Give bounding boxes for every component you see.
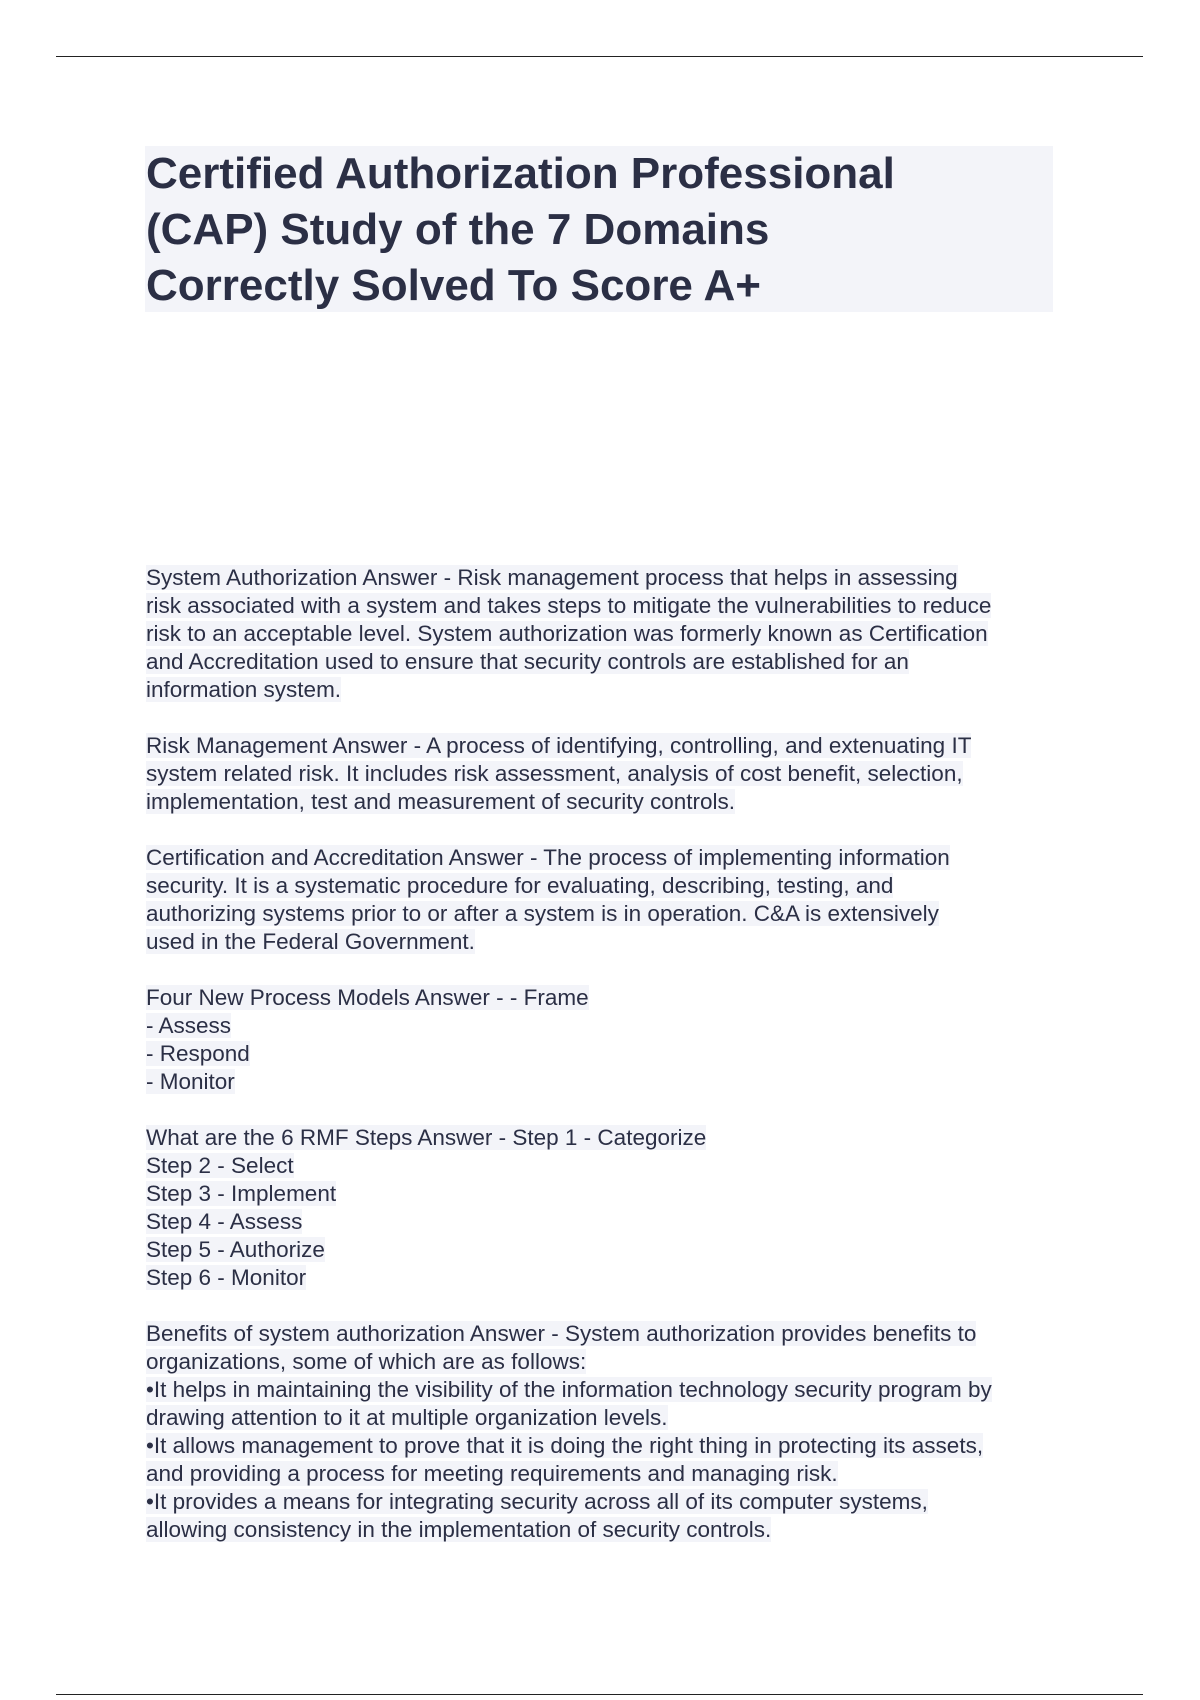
text-line: used in the Federal Government. (146, 929, 475, 954)
text-line: security. It is a systematic procedure for evaluating, describing, testing, and (146, 873, 894, 898)
text-line: implementation, test and measurement of security controls. (146, 789, 736, 814)
text-line: - Respond (146, 1041, 250, 1066)
text-line: Step 5 - Authorize (146, 1237, 325, 1262)
text-line: System Authorization Answer - Risk management process that helps in assessing (146, 565, 958, 590)
qa-entry-benefits (146, 1320, 1061, 1544)
text-line: system related risk. It includes risk assessment, analysis of cost benefit, selection, (146, 761, 963, 786)
text-line: Four New Process Models Answer - - Frame (146, 985, 589, 1010)
title-line: (CAP) Study of the 7 Domains (146, 205, 770, 254)
text-line: - Monitor (146, 1069, 235, 1094)
text-line: Risk Management Answer - A process of identifying, controlling, and extenuating IT (146, 733, 972, 758)
qa-entry-rmf-steps (146, 1124, 1061, 1292)
qa-entry-risk-management (146, 732, 1061, 816)
title-line: Certified Authorization Professional (146, 149, 895, 198)
text-line: risk to an acceptable level. System authorization was formerly known as Certification (146, 621, 988, 646)
text-line: risk associated with a system and takes steps to mitigate the vulnerabilities to reduce (146, 593, 992, 618)
text-line: organizations, some of which are as follows: (146, 1349, 587, 1374)
top-rule (56, 56, 1143, 57)
text-line: - Assess (146, 1013, 232, 1038)
text-line: •It provides a means for integrating security across all of its computer systems, (146, 1489, 928, 1514)
document-title (146, 146, 1046, 314)
text-line: authorizing systems prior to or after a system is in operation. C&A is extensively (146, 901, 939, 926)
qa-entry-certification-accreditation (146, 844, 1061, 956)
text-line: Step 4 - Assess (146, 1209, 303, 1234)
text-line: •It helps in maintaining the visibility of the information technology security program by (146, 1377, 992, 1402)
text-line: and Accreditation used to ensure that security controls are established for an (146, 649, 909, 674)
text-line: allowing consistency in the implementation of security controls. (146, 1517, 772, 1542)
text-line: •It allows management to prove that it is doing the right thing in protecting its assets, (146, 1433, 984, 1458)
text-line: Step 3 - Implement (146, 1181, 337, 1206)
bottom-rule (56, 1694, 1143, 1695)
title-line: Correctly Solved To Score A+ (146, 261, 761, 310)
qa-entry-system-authorization (146, 564, 1061, 704)
text-line: Benefits of system authorization Answer - System authorization provides benefits to (146, 1321, 977, 1346)
text-line: and providing a process for meeting requirements and managing risk. (146, 1461, 838, 1486)
text-line: Step 2 - Select (146, 1153, 294, 1178)
text-line: Certification and Accreditation Answer - The process of implementing information (146, 845, 950, 870)
text-line: Step 6 - Monitor (146, 1265, 307, 1290)
text-line: What are the 6 RMF Steps Answer - Step 1 - Categorize (146, 1125, 707, 1150)
text-line: information system. (146, 677, 342, 702)
text-line: drawing attention to it at multiple organization levels. (146, 1405, 668, 1430)
qa-entry-process-models (146, 984, 1061, 1096)
document-body (146, 564, 1061, 1572)
